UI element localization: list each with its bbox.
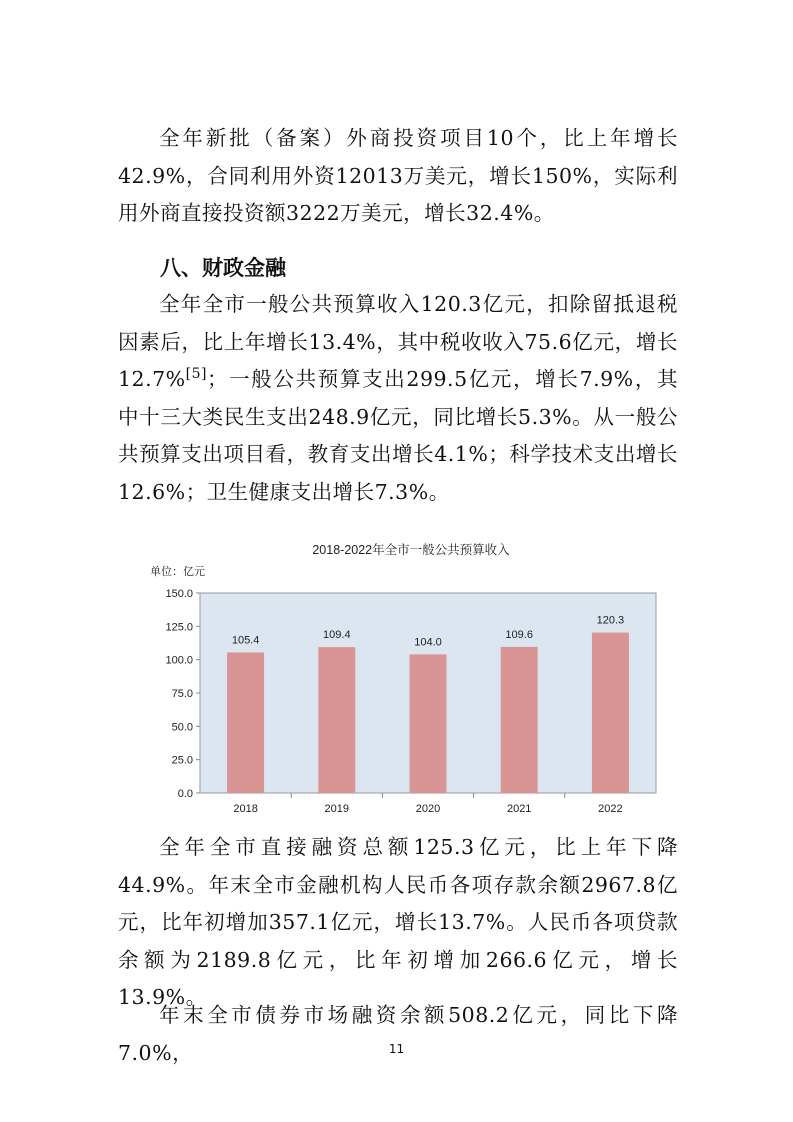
y-tick-label: 0.0 (177, 788, 193, 800)
chart-svg (150, 537, 664, 822)
x-tick-label: 2019 (324, 803, 350, 815)
x-tick-label: 2018 (233, 803, 258, 815)
data-label-2022: 120.3 (596, 614, 625, 627)
bar-2022 (592, 633, 629, 793)
bar-2021 (501, 647, 538, 793)
y-tick-label: 75.0 (171, 688, 193, 700)
paragraph-financing: 全年全市直接融资总额125.3亿元，比上年下降44.9%。年末全市金融机构人民币各项存款余额2967.8亿元，比年初增加357.1亿元，增长13.7%。人民币各项贷款余额为2189.8亿元，比年初增加266.6亿元，增长13.9%。 (118, 835, 678, 1009)
y-tick-label: 100.0 (165, 654, 193, 667)
y-tick-label: 125.0 (165, 621, 193, 634)
paragraph-bond-market: 年末全市债券市场融资余额508.2亿元，同比下降7.0%， (118, 1003, 678, 1065)
x-axis (233, 793, 622, 815)
bar-2020 (410, 654, 447, 793)
y-axis (165, 588, 200, 800)
data-label-2020: 104.0 (414, 636, 442, 649)
page-number: 11 (388, 1042, 405, 1056)
x-tick-label: 2020 (415, 803, 441, 815)
x-tick-label: 2021 (506, 803, 532, 815)
y-tick-label: 25.0 (171, 754, 193, 767)
data-label-2019: 109.4 (323, 629, 351, 642)
paragraph-foreign-investment: 全年新批（备案）外商投资项目10个，比上年增长42.9%，合同利用外资12013万美元，增长150%，实际利用外商直接投资额3222万美元，增长32.4%。 (118, 126, 678, 225)
y-tick-label: 150.0 (165, 588, 193, 600)
x-tick-label: 2022 (598, 803, 623, 815)
y-tick-label: 50.0 (171, 721, 193, 734)
data-label-2018: 105.4 (231, 634, 260, 647)
data-label-2021: 109.6 (505, 628, 533, 641)
paragraph-public-budget (118, 286, 678, 511)
bar-2018 (227, 652, 264, 793)
budget-text-part2: ；一般公共预算支出299.5亿元，增长7.9%，其中十三大类民生支出248.9亿元，同比增长5.3%。从一般公共预算支出项目看，教育支出增长4.1%；科学技术支出增长12.6%；卫生健康支出增长7.3%。 (118, 367, 678, 504)
budget-text-part1: 全年全市一般公共预算收入120.3亿元，扣除留抵退税因素后，比上年增长13.4%，其中税收收入75.6亿元，增长12.7% (118, 292, 678, 391)
footnote-reference[interactable]: [5] (185, 366, 207, 382)
section-heading-finance: 八、财政金融 (160, 256, 286, 280)
budget-revenue-chart (150, 537, 664, 822)
chart-title: 2018-2022年全市一般公共预算收入 (312, 543, 510, 557)
bar-2019 (318, 647, 355, 793)
chart-unit-label: 单位：亿元 (150, 566, 205, 578)
